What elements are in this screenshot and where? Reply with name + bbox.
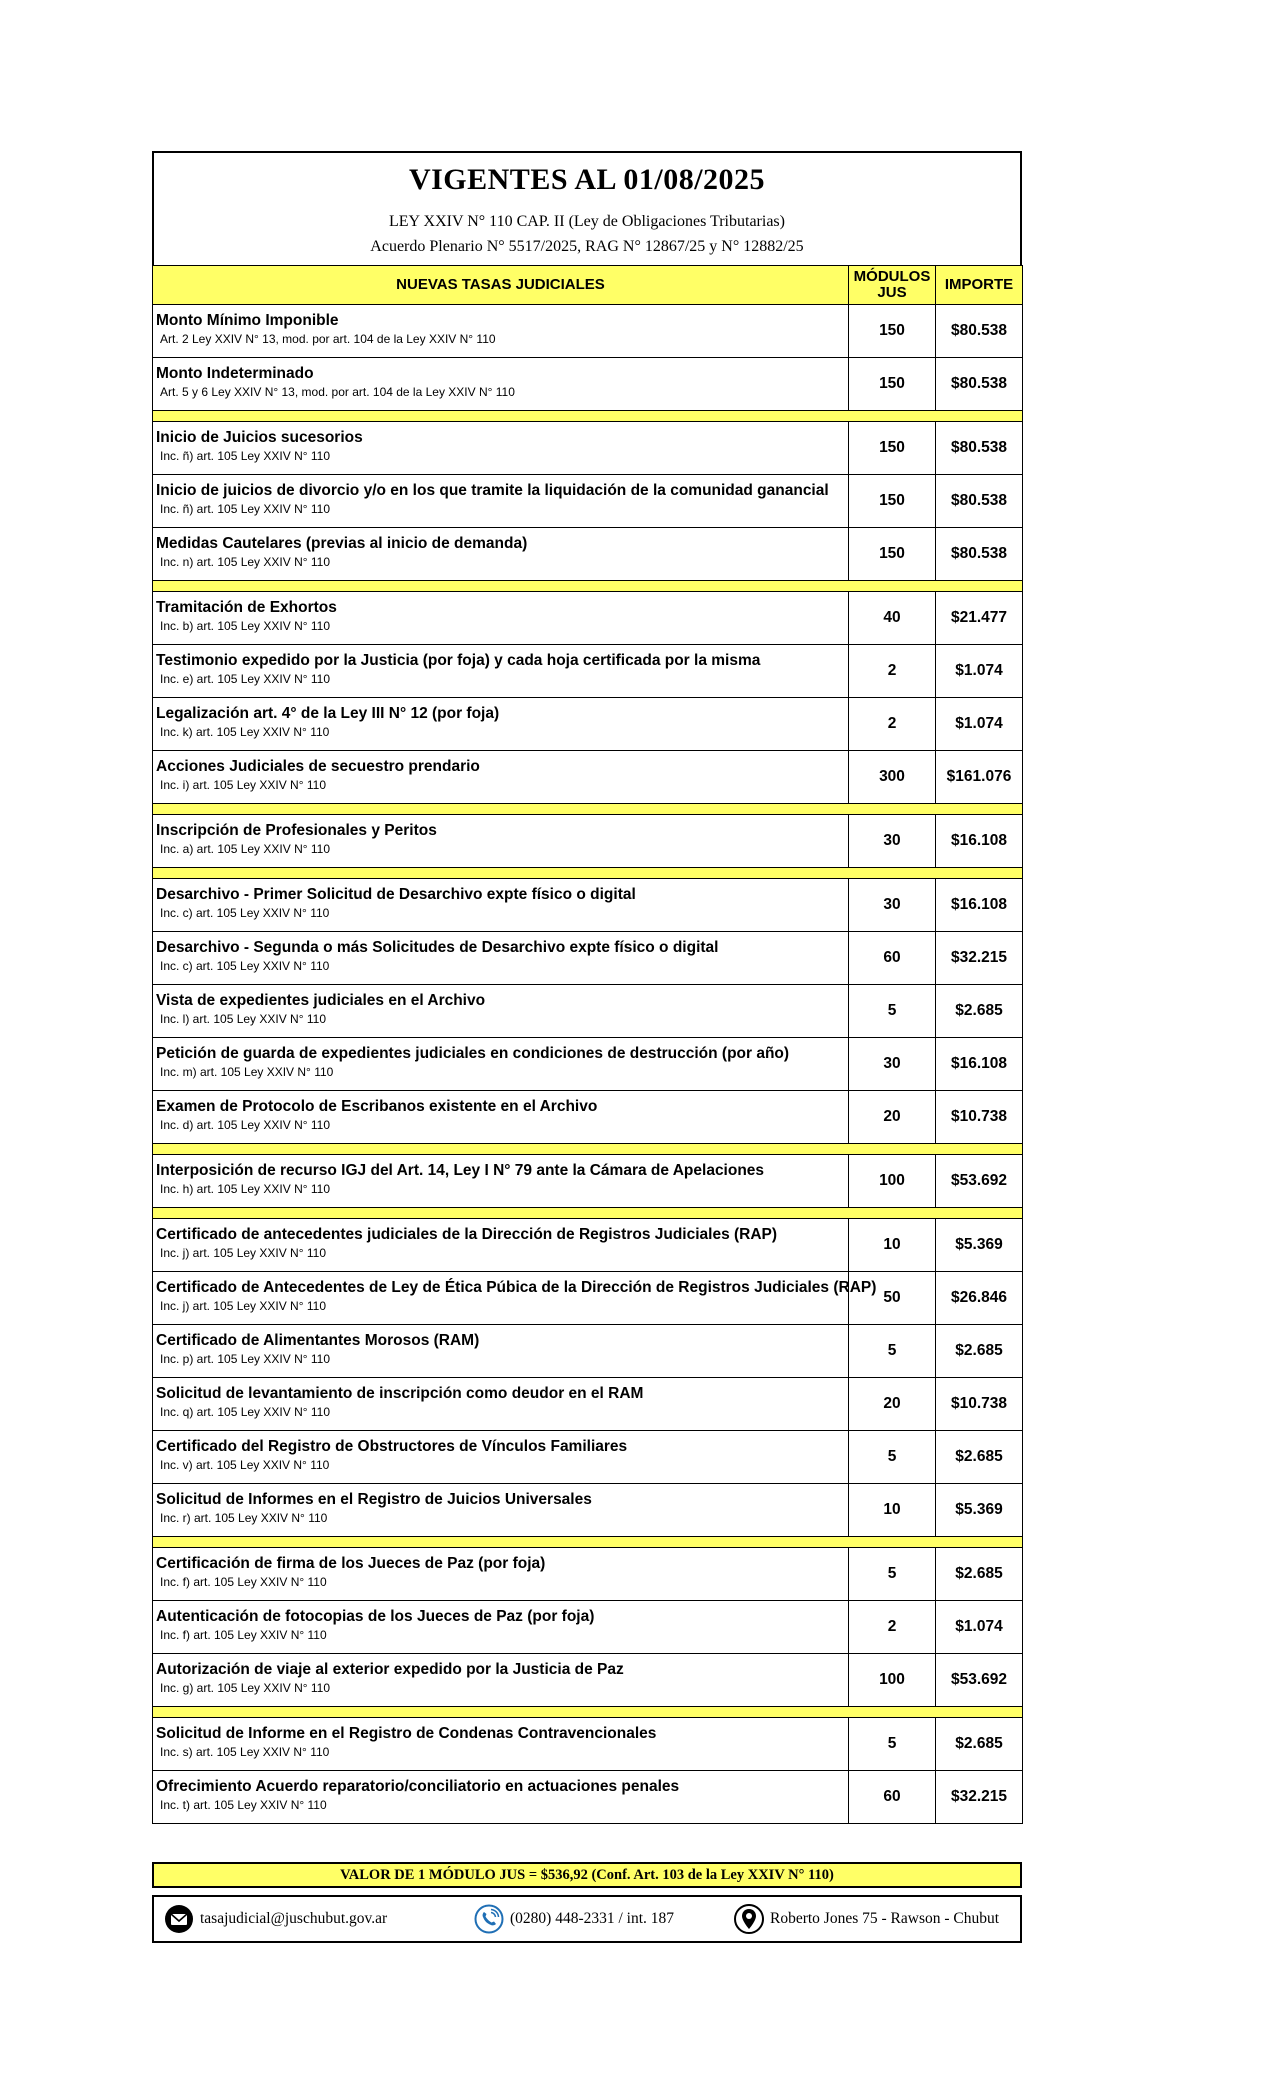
rate-concept-cell	[153, 1378, 849, 1431]
rate-modules: 150	[849, 475, 936, 528]
table-row	[153, 1038, 1023, 1091]
rate-name: Autorización de viaje al exterior expedido por la Justicia de Paz	[156, 1661, 624, 1678]
group-separator	[153, 1707, 1023, 1718]
rate-legal-reference: Inc. a) art. 105 Ley XXIV N° 110	[160, 842, 330, 856]
table-header-row	[153, 266, 1023, 305]
table-row	[153, 879, 1023, 932]
rate-legal-reference: Inc. k) art. 105 Ley XXIV N° 110	[160, 725, 330, 739]
column-header-modules: MÓDULOS JUS	[849, 266, 936, 305]
table-row	[153, 645, 1023, 698]
rate-concept-cell	[153, 932, 849, 985]
rate-name: Monto Indeterminado	[156, 365, 314, 382]
table-row	[153, 1091, 1023, 1144]
rate-name: Solicitud de Informes en el Registro de Juicios Universales	[156, 1491, 592, 1508]
rate-modules: 10	[849, 1219, 936, 1272]
rate-modules: 40	[849, 592, 936, 645]
rate-legal-reference: Inc. i) art. 105 Ley XXIV N° 110	[160, 778, 326, 792]
table-row	[153, 1548, 1023, 1601]
rate-legal-reference: Inc. b) art. 105 Ley XXIV N° 110	[160, 619, 330, 633]
contact-address[interactable]	[734, 1903, 999, 1935]
rate-amount: $10.738	[936, 1091, 1023, 1144]
rate-concept-cell	[153, 985, 849, 1038]
rate-name: Certificado del Registro de Obstructores de Vínculos Familiares	[156, 1438, 628, 1455]
rate-name: Testimonio expedido por la Justicia (por foja) y cada hoja certificada por la misma	[156, 652, 761, 669]
rate-modules: 2	[849, 1601, 936, 1654]
table-row	[153, 1601, 1023, 1654]
group-separator	[153, 1144, 1023, 1155]
rate-name: Medidas Cautelares (previas al inicio de demanda)	[156, 535, 528, 552]
table-row	[153, 1431, 1023, 1484]
rate-modules: 150	[849, 358, 936, 411]
rate-amount: $2.685	[936, 1718, 1023, 1771]
phone-icon	[474, 1904, 504, 1934]
group-separator	[153, 411, 1023, 422]
rate-name: Acciones Judiciales de secuestro prendario	[156, 758, 480, 775]
rate-amount: $1.074	[936, 698, 1023, 751]
table-row	[153, 751, 1023, 804]
rate-legal-reference: Inc. e) art. 105 Ley XXIV N° 110	[160, 672, 330, 686]
rate-modules: 30	[849, 1038, 936, 1091]
rate-concept-cell	[153, 1431, 849, 1484]
rate-modules: 10	[849, 1484, 936, 1537]
rate-amount: $2.685	[936, 1325, 1023, 1378]
rate-name: Examen de Protocolo de Escribanos existente en el Archivo	[156, 1098, 598, 1115]
table-row	[153, 528, 1023, 581]
table-row	[153, 1484, 1023, 1537]
rate-concept-cell	[153, 1155, 849, 1208]
rate-concept-cell	[153, 1091, 849, 1144]
rate-legal-reference: Art. 5 y 6 Ley XXIV N° 13, mod. por art. 104 de la Ley XXIV N° 110	[160, 385, 515, 399]
table-row	[153, 1219, 1023, 1272]
rate-amount: $21.477	[936, 592, 1023, 645]
table-row	[153, 1378, 1023, 1431]
rate-amount: $1.074	[936, 1601, 1023, 1654]
rate-amount: $16.108	[936, 879, 1023, 932]
table-row	[153, 1771, 1023, 1824]
rate-modules: 5	[849, 1431, 936, 1484]
contact-phone[interactable]	[474, 1903, 674, 1935]
rate-concept-cell	[153, 1484, 849, 1537]
table-row	[153, 815, 1023, 868]
rate-legal-reference: Inc. p) art. 105 Ley XXIV N° 110	[160, 1352, 330, 1366]
contact-email-text: tasajudicial@juschubut.gov.ar	[200, 1910, 388, 1927]
rate-concept-cell	[153, 815, 849, 868]
rate-name: Desarchivo - Primer Solicitud de Desarchivo expte físico o digital	[156, 886, 636, 903]
rate-name: Petición de guarda de expedientes judiciales en condiciones de destrucción (por año)	[156, 1045, 790, 1062]
table-row	[153, 985, 1023, 1038]
group-separator	[153, 1537, 1023, 1548]
rate-modules: 150	[849, 305, 936, 358]
rate-amount: $26.846	[936, 1272, 1023, 1325]
rate-modules: 20	[849, 1378, 936, 1431]
rate-legal-reference: Inc. n) art. 105 Ley XXIV N° 110	[160, 555, 330, 569]
rate-concept-cell	[153, 358, 849, 411]
group-separator	[153, 1208, 1023, 1219]
rate-legal-reference: Inc. t) art. 105 Ley XXIV N° 110	[160, 1798, 327, 1812]
rate-modules: 2	[849, 698, 936, 751]
rate-concept-cell	[153, 1601, 849, 1654]
rate-name: Inicio de juicios de divorcio y/o en los que tramite la liquidación de la comunidad ganancial	[156, 482, 829, 499]
location-pin-icon	[734, 1904, 764, 1934]
table-row	[153, 1325, 1023, 1378]
rate-name: Solicitud de levantamiento de inscripción como deudor en el RAM	[156, 1385, 644, 1402]
rate-modules: 2	[849, 645, 936, 698]
rate-name: Certificación de firma de los Jueces de Paz (por foja)	[156, 1555, 546, 1572]
rate-amount: $80.538	[936, 475, 1023, 528]
envelope-icon	[164, 1904, 194, 1934]
rate-amount: $5.369	[936, 1484, 1023, 1537]
rate-modules: 100	[849, 1654, 936, 1707]
table-row	[153, 1718, 1023, 1771]
table-row	[153, 1654, 1023, 1707]
rate-name: Certificado de Alimentantes Morosos (RAM)	[156, 1332, 480, 1349]
table-row	[153, 932, 1023, 985]
rate-amount: $10.738	[936, 1378, 1023, 1431]
rate-amount: $32.215	[936, 1771, 1023, 1824]
rate-concept-cell	[153, 1771, 849, 1824]
rate-legal-reference: Inc. v) art. 105 Ley XXIV N° 110	[160, 1458, 330, 1472]
rate-amount: $53.692	[936, 1155, 1023, 1208]
rate-amount: $80.538	[936, 358, 1023, 411]
rate-legal-reference: Inc. f) art. 105 Ley XXIV N° 110	[160, 1628, 327, 1642]
rate-name: Inscripción de Profesionales y Peritos	[156, 822, 437, 839]
rate-name: Desarchivo - Segunda o más Solicitudes de Desarchivo expte físico o digital	[156, 939, 719, 956]
rate-name: Legalización art. 4° de la Ley III N° 12 (por foja)	[156, 705, 500, 722]
rate-legal-reference: Inc. m) art. 105 Ley XXIV N° 110	[160, 1065, 334, 1079]
group-separator	[153, 868, 1023, 879]
rate-amount: $80.538	[936, 422, 1023, 475]
rate-modules: 5	[849, 1718, 936, 1771]
rate-legal-reference: Inc. f) art. 105 Ley XXIV N° 110	[160, 1575, 327, 1589]
rate-amount: $2.685	[936, 1431, 1023, 1484]
rate-concept-cell	[153, 698, 849, 751]
rate-concept-cell	[153, 422, 849, 475]
rate-modules: 60	[849, 932, 936, 985]
rate-legal-reference: Inc. g) art. 105 Ley XXIV N° 110	[160, 1681, 330, 1695]
rate-concept-cell	[153, 1718, 849, 1771]
rates-table	[152, 265, 1023, 1824]
document-header	[152, 151, 1022, 265]
rate-legal-reference: Inc. s) art. 105 Ley XXIV N° 110	[160, 1745, 330, 1759]
rate-name: Certificado de antecedentes judiciales de la Dirección de Registros Judiciales (RAP)	[156, 1226, 778, 1243]
rate-name: Tramitación de Exhortos	[156, 599, 337, 616]
rate-modules: 30	[849, 879, 936, 932]
contact-phone-text: (0280) 448-2331 / int. 187	[510, 1910, 675, 1927]
rate-modules: 20	[849, 1091, 936, 1144]
rate-modules: 50	[849, 1272, 936, 1325]
agreement-reference: Acuerdo Plenario N° 5517/2025, RAG N° 12867/25 y N° 12882/25	[370, 238, 804, 255]
rates-sheet	[152, 151, 1022, 1824]
column-header-concept: NUEVAS TASAS JUDICIALES	[153, 266, 849, 305]
rate-legal-reference: Inc. r) art. 105 Ley XXIV N° 110	[160, 1511, 328, 1525]
rate-legal-reference: Art. 2 Ley XXIV N° 13, mod. por art. 104 de la Ley XXIV N° 110	[160, 332, 496, 346]
rate-amount: $1.074	[936, 645, 1023, 698]
contact-address-text: Roberto Jones 75 - Rawson - Chubut	[770, 1910, 1000, 1927]
rate-concept-cell	[153, 1038, 849, 1091]
table-row	[153, 592, 1023, 645]
rate-modules: 5	[849, 1325, 936, 1378]
group-separator	[153, 581, 1023, 592]
rate-modules: 100	[849, 1155, 936, 1208]
rate-legal-reference: Inc. c) art. 105 Ley XXIV N° 110	[160, 906, 330, 920]
rate-modules: 150	[849, 422, 936, 475]
rate-concept-cell	[153, 305, 849, 358]
module-value-note: VALOR DE 1 MÓDULO JUS = $536,92 (Conf. Art. 103 de la Ley XXIV N° 110)	[152, 1862, 1022, 1888]
rate-name: Inicio de Juicios sucesorios	[156, 429, 363, 446]
rate-amount: $2.685	[936, 985, 1023, 1038]
rate-concept-cell	[153, 1548, 849, 1601]
rate-amount: $2.685	[936, 1548, 1023, 1601]
rate-modules: 5	[849, 985, 936, 1038]
rate-concept-cell	[153, 1654, 849, 1707]
table-row	[153, 422, 1023, 475]
rate-amount: $32.215	[936, 932, 1023, 985]
rate-legal-reference: Inc. l) art. 105 Ley XXIV N° 110	[160, 1012, 326, 1026]
rate-name: Solicitud de Informe en el Registro de Condenas Contravencionales	[156, 1725, 657, 1742]
rate-modules: 300	[849, 751, 936, 804]
rate-legal-reference: Inc. ñ) art. 105 Ley XXIV N° 110	[160, 449, 330, 463]
column-header-amount: IMPORTE	[936, 266, 1023, 305]
rate-modules: 60	[849, 1771, 936, 1824]
rate-amount: $16.108	[936, 1038, 1023, 1091]
rate-amount: $161.076	[936, 751, 1023, 804]
rate-name: Interposición de recurso IGJ del Art. 14, Ley I N° 79 ante la Cámara de Apelaciones	[156, 1162, 765, 1179]
page-title: VIGENTES AL 01/08/2025	[408, 163, 766, 196]
table-row	[153, 305, 1023, 358]
rate-legal-reference: Inc. c) art. 105 Ley XXIV N° 110	[160, 959, 330, 973]
rate-amount: $80.538	[936, 528, 1023, 581]
rate-amount: $80.538	[936, 305, 1023, 358]
table-row	[153, 358, 1023, 411]
table-row	[153, 1272, 1023, 1325]
rate-modules: 5	[849, 1548, 936, 1601]
rate-concept-cell	[153, 1219, 849, 1272]
rate-concept-cell	[153, 645, 849, 698]
contact-email[interactable]	[164, 1903, 387, 1935]
rate-concept-cell	[153, 1272, 877, 1325]
rate-legal-reference: Inc. ñ) art. 105 Ley XXIV N° 110	[160, 502, 330, 516]
rate-name: Ofrecimiento Acuerdo reparatorio/conciliatorio en actuaciones penales	[156, 1778, 680, 1795]
rate-concept-cell	[153, 1325, 849, 1378]
rate-concept-cell	[153, 475, 849, 528]
rate-modules: 30	[849, 815, 936, 868]
rate-legal-reference: Inc. j) art. 105 Ley XXIV N° 110	[160, 1299, 326, 1313]
rate-name: Certificado de Antecedentes de Ley de Ética Púbica de la Dirección de Registros Judiciales (RAP)	[156, 1279, 877, 1296]
rate-amount: $16.108	[936, 815, 1023, 868]
rate-legal-reference: Inc. d) art. 105 Ley XXIV N° 110	[160, 1118, 330, 1132]
rate-concept-cell	[153, 751, 849, 804]
rate-concept-cell	[153, 528, 849, 581]
rate-modules: 150	[849, 528, 936, 581]
rate-concept-cell	[153, 879, 849, 932]
rate-name: Vista de expedientes judiciales en el Archivo	[156, 992, 486, 1009]
table-row	[153, 698, 1023, 751]
rate-legal-reference: Inc. j) art. 105 Ley XXIV N° 110	[160, 1246, 326, 1260]
rate-legal-reference: Inc. h) art. 105 Ley XXIV N° 110	[160, 1182, 330, 1196]
rate-amount: $53.692	[936, 1654, 1023, 1707]
rate-concept-cell	[153, 592, 849, 645]
rate-legal-reference: Inc. q) art. 105 Ley XXIV N° 110	[160, 1405, 330, 1419]
table-row	[153, 475, 1023, 528]
rate-name: Monto Mínimo Imponible	[156, 312, 339, 329]
table-row	[153, 1155, 1023, 1208]
group-separator	[153, 804, 1023, 815]
rate-amount: $5.369	[936, 1219, 1023, 1272]
rate-name: Autenticación de fotocopias de los Jueces de Paz (por foja)	[156, 1608, 595, 1625]
contact-bar	[152, 1895, 1022, 1943]
law-reference: LEY XXIV N° 110 CAP. II (Ley de Obligaciones Tributarias)	[389, 213, 785, 230]
